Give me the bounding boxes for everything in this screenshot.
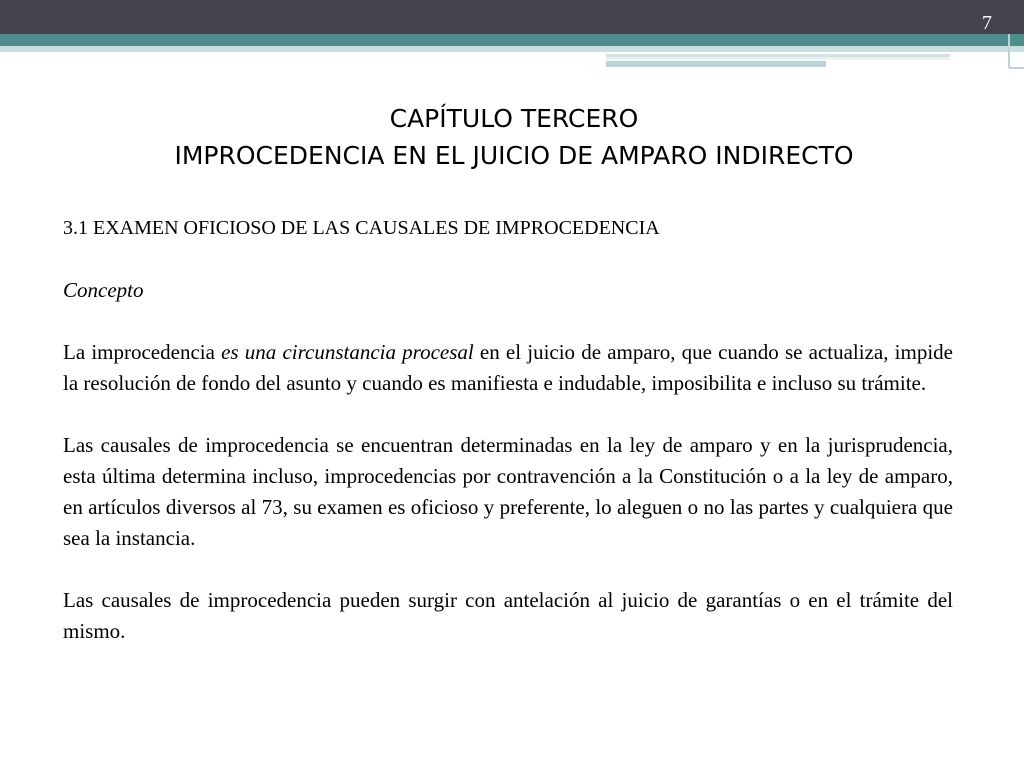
corner-bracket-decoration — [1006, 0, 1024, 70]
light-band — [0, 46, 1024, 52]
title-line: IMPROCEDENCIA EN EL JUICIO DE AMPARO INDIRECTO — [174, 141, 854, 170]
paragraph-text: en el juicio de amparo, que cuando se actualiza, impide la resolución de fondo del asunto y cuando es manifiesta e indudable, imposibilita e incluso su trámite. — [63, 340, 953, 395]
page-number: 7 — [982, 12, 992, 34]
paragraph — [63, 337, 953, 399]
paragraph: Las causales de improcedencia se encuentran determinadas en la ley de amparo y en la jurisprudencia, esta última determina incluso, improcedencias por contravención a la Constitución o a la ley de amparo, en artículos diversos al 73, su examen es oficioso y preferente, lo aleguen o no las partes y cualquiera que sea la instancia. — [63, 433, 953, 550]
paragraph: Las causales de improcedencia pueden surgir con antelación al juicio de garantías o en el trámite del mismo. — [63, 588, 953, 643]
paragraph-text: La improcedencia — [63, 340, 222, 364]
accent-line — [606, 57, 950, 60]
title-line: CAPÍTULO TERCERO — [389, 104, 639, 133]
top-bar — [0, 0, 1024, 34]
slide-content — [63, 213, 953, 647]
emphasis-text: es una circunstancia procesal — [221, 340, 474, 364]
section-heading: 3.1 EXAMEN OFICIOSO DE LAS CAUSALES DE IMPROCEDENCIA — [63, 217, 660, 239]
teal-band — [0, 34, 1024, 46]
accent-line — [606, 61, 826, 67]
page-title — [60, 100, 968, 174]
concept-label: Concepto — [63, 278, 144, 302]
